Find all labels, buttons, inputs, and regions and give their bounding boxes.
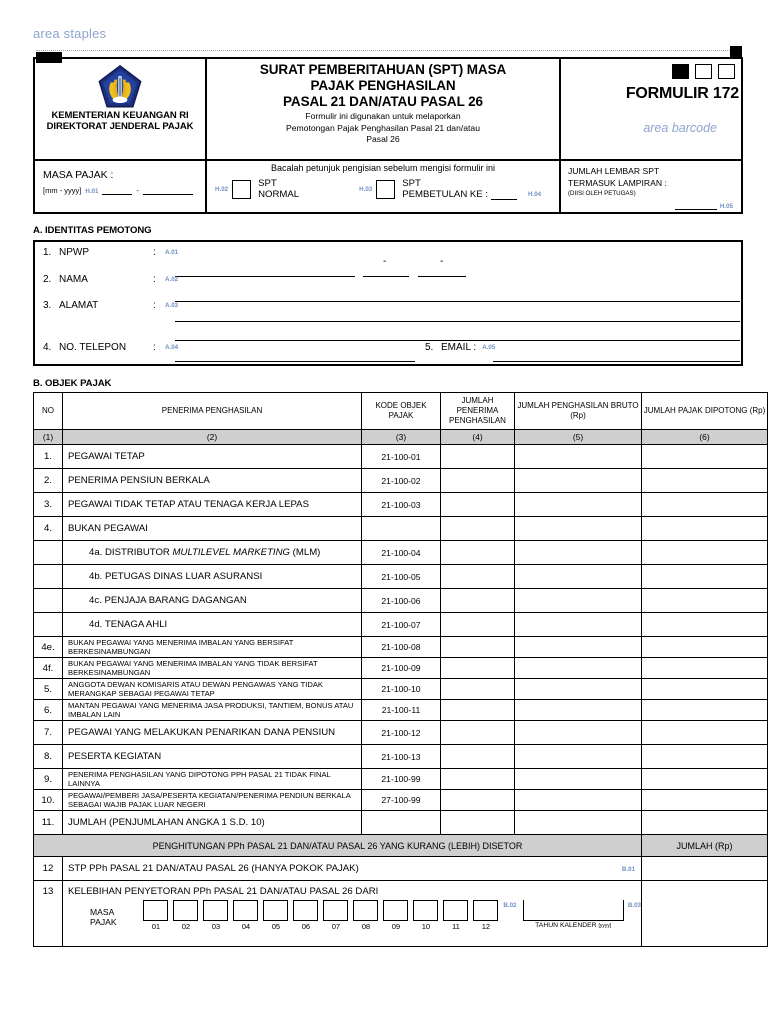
- alamat-input-2[interactable]: [175, 339, 740, 341]
- row-number: 10.: [34, 790, 63, 811]
- row-dipotong-input[interactable]: [642, 745, 768, 769]
- table-row-13: [34, 881, 768, 947]
- table-row: [34, 637, 768, 658]
- row-jumlah-penerima-input[interactable]: [441, 613, 515, 637]
- month-checkbox-06[interactable]: [293, 900, 318, 921]
- form-title-line1: SURAT PEMBERITAHUAN (SPT) MASA: [259, 62, 507, 77]
- ministry-name-line1: KEMENTERIAN KEUANGAN RI: [51, 110, 189, 121]
- row-number: 11.: [34, 811, 63, 835]
- row-description: PEGAWAI YANG MELAKUKAN PENARIKAN DANA PENSIUN: [63, 721, 362, 745]
- month-label-01: 01: [151, 922, 161, 931]
- row-bruto-input[interactable]: [515, 493, 642, 517]
- npwp-code: A.01: [165, 249, 179, 256]
- npwp-dash-2: -: [440, 256, 444, 267]
- corner-mark-top-right: [730, 46, 742, 57]
- row12-code: B.01: [621, 866, 635, 873]
- masa-pajak-month-01: [143, 900, 168, 931]
- email-input[interactable]: [493, 360, 740, 362]
- table-row: [34, 565, 768, 589]
- row-jumlah-penerima-input[interactable]: [441, 517, 515, 541]
- alamat-number: 3.: [43, 300, 52, 311]
- row-dipotong-input[interactable]: [642, 589, 768, 613]
- row-jumlah-penerima-input[interactable]: [441, 658, 515, 679]
- masa-pajak-month-06: [293, 900, 318, 931]
- row13-month-code: B.02: [503, 902, 517, 909]
- form-type-box-3[interactable]: [718, 64, 735, 79]
- row-jumlah-penerima-input[interactable]: [441, 790, 515, 811]
- month-checkbox-02[interactable]: [173, 900, 198, 921]
- row-bruto-input[interactable]: [515, 769, 642, 790]
- colnum-6: (6): [642, 430, 768, 445]
- spt-pembetulan-code: H.03: [359, 185, 373, 193]
- ministry-name-line2: DIREKTORAT JENDERAL PAJAK: [46, 121, 194, 132]
- colnum-3: (3): [362, 430, 441, 445]
- email-number: 5.: [425, 342, 434, 353]
- tahun-kalender-label: TAHUN KALENDER [yyyy]: [535, 922, 612, 929]
- table-row-12: [34, 857, 768, 881]
- row-dipotong-input[interactable]: [642, 769, 768, 790]
- tahun-kalender-input[interactable]: [523, 900, 624, 921]
- telepon-input[interactable]: [175, 360, 415, 362]
- row12-description: STP PPh PASAL 21 DAN/ATAU PASAL 26 (HANYA POKOK PAJAK) B.01: [63, 857, 642, 881]
- month-checkbox-11[interactable]: [443, 900, 468, 921]
- jumlah-lembar-note: (DIISI OLEH PETUGAS): [568, 190, 636, 197]
- row-bruto-input[interactable]: [515, 637, 642, 658]
- row-bruto-input[interactable]: [515, 541, 642, 565]
- masa-pajak-month-02: [173, 900, 198, 931]
- row-kode-objek-pajak: 21-100-01: [362, 445, 441, 469]
- form-subtitle-line2: Pemotongan Pajak Penghasilan Pasal 21 dan/atau: [286, 122, 480, 133]
- row-kode-objek-pajak: 21-100-99: [362, 769, 441, 790]
- table-row: [34, 679, 768, 700]
- spt-normal-label-line2: NORMAL: [258, 189, 300, 200]
- row-dipotong-input[interactable]: [642, 700, 768, 721]
- row13-number: 13: [34, 881, 63, 947]
- nama-label: NAMA: [59, 274, 88, 285]
- month-checkbox-04[interactable]: [233, 900, 258, 921]
- row13-year-group: [523, 900, 624, 929]
- col-header-kode: KODE OBJEK PAJAK: [362, 393, 441, 430]
- month-label-10: 10: [421, 922, 431, 931]
- row-dipotong-input[interactable]: [642, 637, 768, 658]
- month-label-05: 05: [271, 922, 281, 931]
- table-row: [34, 493, 768, 517]
- telepon-number: 4.: [43, 342, 52, 353]
- spt-pembetulan-label-line1: SPT: [402, 178, 421, 189]
- row-description: ANGGOTA DEWAN KOMISARIS ATAU DEWAN PENGAWAS YANG TIDAK MERANGKAP SEBAGAI PEGAWAI TETAP: [63, 679, 362, 700]
- month-label-09: 09: [391, 922, 401, 931]
- email-code: A.05: [482, 344, 496, 351]
- row-number: [34, 589, 63, 613]
- table-row: [34, 745, 768, 769]
- row-bruto-input[interactable]: [515, 517, 642, 541]
- row-kode-objek-pajak: [362, 811, 441, 835]
- month-checkbox-07[interactable]: [323, 900, 348, 921]
- masa-pajak-month-12: [473, 900, 498, 931]
- row-dipotong-input[interactable]: [642, 613, 768, 637]
- colnum-4: (4): [441, 430, 515, 445]
- table-header-row: [34, 393, 768, 430]
- row-number: 2.: [34, 469, 63, 493]
- table-row: [34, 469, 768, 493]
- form-type-box-1[interactable]: [672, 64, 689, 79]
- month-label-02: 02: [181, 922, 191, 931]
- row-kode-objek-pajak: 21-100-09: [362, 658, 441, 679]
- row-number: 4e.: [34, 637, 63, 658]
- spt-normal-code: H.02: [215, 185, 229, 193]
- row-dipotong-input[interactable]: [642, 493, 768, 517]
- form-subtitle-line3: Pasal 26: [366, 134, 400, 144]
- row-description: PENERIMA PENGHASILAN YANG DIPOTONG PPH PASAL 21 TIDAK FINAL LAINNYA: [63, 769, 362, 790]
- row-kode-objek-pajak: 21-100-06: [362, 589, 441, 613]
- section-b-title: B. OBJEK PAJAK: [33, 378, 112, 389]
- col-header-bruto: JUMLAH PENGHASILAN BRUTO (Rp): [515, 393, 642, 430]
- form-type-boxes: [672, 64, 735, 79]
- row12-number: 12: [34, 857, 63, 881]
- row-description: MANTAN PEGAWAI YANG MENERIMA JASA PRODUKSI, TANTIEM, BONUS ATAU IMBALAN LAIN: [63, 700, 362, 721]
- alamat-colon: :: [153, 300, 156, 311]
- month-label-04: 04: [241, 922, 251, 931]
- month-label-08: 08: [361, 922, 371, 931]
- masa-pajak-month-04: [233, 900, 258, 931]
- masa-pajak-month-03: [203, 900, 228, 931]
- table-column-numbers-row: [34, 430, 768, 445]
- row-jumlah-penerima-input[interactable]: [441, 721, 515, 745]
- month-checkbox-09[interactable]: [383, 900, 408, 921]
- row13-amount-input[interactable]: [642, 881, 768, 947]
- masa-pajak-year-input[interactable]: [143, 185, 193, 195]
- row-description: PEGAWAI TIDAK TETAP ATAU TENAGA KERJA LEPAS: [63, 493, 362, 517]
- row-kode-objek-pajak: 21-100-03: [362, 493, 441, 517]
- row-description: BUKAN PEGAWAI YANG MENERIMA IMBALAN YANG BERSIFAT BERKESINAMBUNGAN: [63, 637, 362, 658]
- npwp-input-1[interactable]: [175, 275, 355, 277]
- row12-amount-input[interactable]: [642, 857, 768, 881]
- table-row: [34, 541, 768, 565]
- jumlah-lembar-input[interactable]: [675, 200, 717, 210]
- row-bruto-input[interactable]: [515, 745, 642, 769]
- row-kode-objek-pajak: 21-100-12: [362, 721, 441, 745]
- form-instruction-text: Bacalah petunjuk pengisian sebelum mengisi formulir ini: [270, 163, 496, 173]
- row-jumlah-penerima-input[interactable]: [441, 469, 515, 493]
- row-bruto-input[interactable]: [515, 811, 642, 835]
- table-row: [34, 811, 768, 835]
- email-label: EMAIL :: [441, 342, 477, 353]
- masa-pajak-month-07: [323, 900, 348, 931]
- form-title-cell: [207, 59, 561, 159]
- row-kode-objek-pajak: [362, 517, 441, 541]
- table-row: [34, 445, 768, 469]
- table-row: [34, 589, 768, 613]
- row-dipotong-input[interactable]: [642, 790, 768, 811]
- masa-pajak-separator: -: [136, 186, 139, 195]
- row-dipotong-input[interactable]: [642, 811, 768, 835]
- table-row: [34, 517, 768, 541]
- month-checkbox-05[interactable]: [263, 900, 288, 921]
- row-jumlah-penerima-input[interactable]: [441, 700, 515, 721]
- row-bruto-input[interactable]: [515, 613, 642, 637]
- row-jumlah-penerima-input[interactable]: [441, 493, 515, 517]
- form-title-line3: PASAL 21 DAN/ATAU PASAL 26: [283, 94, 483, 109]
- row-bruto-input[interactable]: [515, 790, 642, 811]
- row-kode-objek-pajak: 27-100-99: [362, 790, 441, 811]
- row-dipotong-input[interactable]: [642, 658, 768, 679]
- nama-code: A.02: [165, 276, 179, 283]
- section-a-box: [33, 240, 743, 366]
- row13-cell: [63, 881, 642, 947]
- month-checkbox-10[interactable]: [413, 900, 438, 921]
- objek-pajak-table: [33, 392, 768, 947]
- month-label-06: 06: [301, 922, 311, 931]
- row-number: [34, 565, 63, 589]
- col-header-no: NO: [34, 393, 63, 430]
- masa-pajak-month-10: [413, 900, 438, 931]
- month-label-11: 11: [451, 922, 460, 931]
- penghitungan-band-label: PENGHITUNGAN PPh PASAL 21 DAN/ATAU PASAL 26 YANG KURANG (LEBIH) DISETOR: [34, 835, 642, 857]
- table-row: [34, 700, 768, 721]
- alamat-code: A.03: [165, 302, 179, 309]
- table-row: [34, 769, 768, 790]
- spt-normal-checkbox[interactable]: [232, 180, 251, 199]
- row-number: 6.: [34, 700, 63, 721]
- table-row: [34, 790, 768, 811]
- form-number-cell: [561, 59, 741, 159]
- npwp-label: NPWP: [59, 247, 89, 258]
- row-jumlah-penerima-input[interactable]: [441, 811, 515, 835]
- row-number: 4f.: [34, 658, 63, 679]
- row-kode-objek-pajak: 21-100-07: [362, 613, 441, 637]
- col-header-penerima: PENERIMA PENGHASILAN: [63, 393, 362, 430]
- row-jumlah-penerima-input[interactable]: [441, 637, 515, 658]
- masa-pajak-label: MASA PAJAK :: [43, 169, 114, 181]
- nama-colon: :: [153, 274, 156, 285]
- row-description: BUKAN PEGAWAI YANG MENERIMA IMBALAN YANG TIDAK BERSIFAT BERKESINAMBUNGAN: [63, 658, 362, 679]
- month-label-03: 03: [211, 922, 221, 931]
- row-number: 1.: [34, 445, 63, 469]
- telepon-code: A.04: [165, 344, 179, 351]
- table-row: [34, 658, 768, 679]
- masa-pajak-month-09: [383, 900, 408, 931]
- row-dipotong-input[interactable]: [642, 445, 768, 469]
- telepon-colon: :: [153, 342, 156, 353]
- row-bruto-input[interactable]: [515, 565, 642, 589]
- nama-input[interactable]: [175, 300, 740, 302]
- masa-pajak-month-input[interactable]: [102, 185, 132, 195]
- col-header-jumlah-penerima: JUMLAH PENERIMA PENGHASILAN: [441, 393, 515, 430]
- month-checkbox-12[interactable]: [473, 900, 498, 921]
- row-bruto-input[interactable]: [515, 469, 642, 493]
- area-barcode-label: area barcode: [643, 121, 717, 135]
- row-description: 4d. TENAGA AHLI: [63, 613, 362, 637]
- spt-normal-label-line1: SPT: [258, 178, 277, 189]
- alamat-input-1[interactable]: [175, 320, 740, 322]
- npwp-colon: :: [153, 247, 156, 258]
- masa-pajak-month-05: [263, 900, 288, 931]
- row-dipotong-input[interactable]: [642, 517, 768, 541]
- ministry-logo-cell: [35, 59, 207, 159]
- row-bruto-input[interactable]: [515, 658, 642, 679]
- row-jumlah-penerima-input[interactable]: [441, 565, 515, 589]
- row-bruto-input[interactable]: [515, 589, 642, 613]
- row-number: 4.: [34, 517, 63, 541]
- form-header-box: [33, 57, 743, 214]
- row-kode-objek-pajak: 21-100-13: [362, 745, 441, 769]
- row-number: [34, 541, 63, 565]
- section-a-title: A. IDENTITAS PEMOTONG: [33, 225, 152, 236]
- row-bruto-input[interactable]: [515, 679, 642, 700]
- row13-masa-pajak-label: MASA PAJAK: [90, 907, 117, 927]
- row-bruto-input[interactable]: [515, 721, 642, 745]
- npwp-number: 1.: [43, 247, 52, 258]
- row-jumlah-penerima-input[interactable]: [441, 445, 515, 469]
- row-description: 4b. PETUGAS DINAS LUAR ASURANSI: [63, 565, 362, 589]
- row-kode-objek-pajak: 21-100-02: [362, 469, 441, 493]
- row-kode-objek-pajak: 21-100-04: [362, 541, 441, 565]
- spt-type-cell: [207, 161, 561, 212]
- row-dipotong-input[interactable]: [642, 469, 768, 493]
- penghitungan-band-row: [34, 835, 768, 857]
- col-header-dipotong: JUMLAH PAJAK DIPOTONG (Rp): [642, 393, 768, 430]
- npwp-dash-1: -: [383, 256, 387, 267]
- jumlah-lembar-line2: TERMASUK LAMPIRAN :: [568, 177, 667, 188]
- row13-year-code: B.03: [627, 902, 641, 909]
- row-kode-objek-pajak: 21-100-08: [362, 637, 441, 658]
- jumlah-lembar-line1: JUMLAH LEMBAR SPT: [568, 166, 660, 176]
- row-description: 4c. PENJAJA BARANG DAGANGAN: [63, 589, 362, 613]
- row-dipotong-input[interactable]: [642, 679, 768, 700]
- masa-pajak-month-11: [443, 900, 468, 931]
- spt-pembetulan-label-line2: PEMBETULAN KE :: [402, 189, 489, 200]
- row-number: 9.: [34, 769, 63, 790]
- row-kode-objek-pajak: 21-100-05: [362, 565, 441, 589]
- month-label-12: 12: [481, 922, 491, 931]
- row-number: [34, 613, 63, 637]
- row-bruto-input[interactable]: [515, 445, 642, 469]
- month-checkbox-03[interactable]: [203, 900, 228, 921]
- masa-pajak-month-08: [353, 900, 378, 931]
- row-number: 8.: [34, 745, 63, 769]
- month-checkbox-01[interactable]: [143, 900, 168, 921]
- row-dipotong-input[interactable]: [642, 721, 768, 745]
- npwp-input-3[interactable]: [418, 275, 466, 277]
- masa-pajak-code: H.01: [85, 188, 99, 195]
- row-jumlah-penerima-input[interactable]: [441, 589, 515, 613]
- jumlah-lembar-code: H.05: [719, 203, 733, 210]
- staples-dotted-rule: [36, 50, 742, 51]
- colnum-1: (1): [34, 430, 63, 445]
- spt-pembetulan-checkbox[interactable]: [376, 180, 395, 199]
- month-label-07: 07: [331, 922, 341, 931]
- masa-pajak-cell: [35, 161, 207, 212]
- row-jumlah-penerima-input[interactable]: [441, 679, 515, 700]
- telepon-label: NO. TELEPON: [59, 342, 127, 353]
- row-jumlah-penerima-input[interactable]: [441, 745, 515, 769]
- row-description: PESERTA KEGIATAN: [63, 745, 362, 769]
- row-description: BUKAN PEGAWAI: [63, 517, 362, 541]
- row-description: PENERIMA PENSIUN BERKALA: [63, 469, 362, 493]
- nama-number: 2.: [43, 274, 52, 285]
- row-number: 7.: [34, 721, 63, 745]
- form-type-box-2[interactable]: [695, 64, 712, 79]
- form-title-line2: PAJAK PENGHASILAN: [310, 78, 456, 93]
- row-jumlah-penerima-input[interactable]: [441, 769, 515, 790]
- row-kode-objek-pajak: 21-100-11: [362, 700, 441, 721]
- month-checkbox-08[interactable]: [353, 900, 378, 921]
- row-description: JUMLAH (PENJUMLAHAN ANGKA 1 S.D. 10): [63, 811, 362, 835]
- row-number: 5.: [34, 679, 63, 700]
- row-bruto-input[interactable]: [515, 700, 642, 721]
- alamat-label: ALAMAT: [59, 300, 99, 311]
- row-dipotong-input[interactable]: [642, 565, 768, 589]
- colnum-5: (5): [515, 430, 642, 445]
- djp-logo-icon: [97, 64, 143, 110]
- area-staples-label: area staples: [33, 26, 107, 41]
- row-description: PEGAWAI/PEMBERI JASA/PESERTA KEGIATAN/PENERIMA PENDIUN BERKALA SEBAGAI WAJIB PAJAK LUAR NEGERI: [63, 790, 362, 811]
- row-number: 3.: [34, 493, 63, 517]
- row-description: 4a. DISTRIBUTOR MULTILEVEL MARKETING (MLM): [63, 541, 362, 565]
- table-row: [34, 721, 768, 745]
- jumlah-lembar-cell: [561, 161, 741, 212]
- row-dipotong-input[interactable]: [642, 541, 768, 565]
- spt-pembetulan-code-2: H.04: [528, 191, 542, 198]
- table-row: [34, 613, 768, 637]
- row-kode-objek-pajak: 21-100-10: [362, 679, 441, 700]
- row13-description: KELEBIHAN PENYETORAN PPh PASAL 21 DAN/ATAU PASAL 26 DARI: [68, 886, 379, 897]
- spt-pembetulan-input[interactable]: [491, 190, 517, 200]
- form-number-label: FORMULIR 172: [625, 85, 739, 102]
- jumlah-rp-header: JUMLAH (Rp): [642, 835, 768, 857]
- colnum-2: (2): [63, 430, 362, 445]
- form-subtitle-line1: Formulir ini digunakan untuk melaporkan: [305, 111, 461, 121]
- row-description: PEGAWAI TETAP: [63, 445, 362, 469]
- npwp-input-2[interactable]: [363, 275, 409, 277]
- masa-pajak-format: [mm - yyyy]: [43, 186, 82, 195]
- row-jumlah-penerima-input[interactable]: [441, 541, 515, 565]
